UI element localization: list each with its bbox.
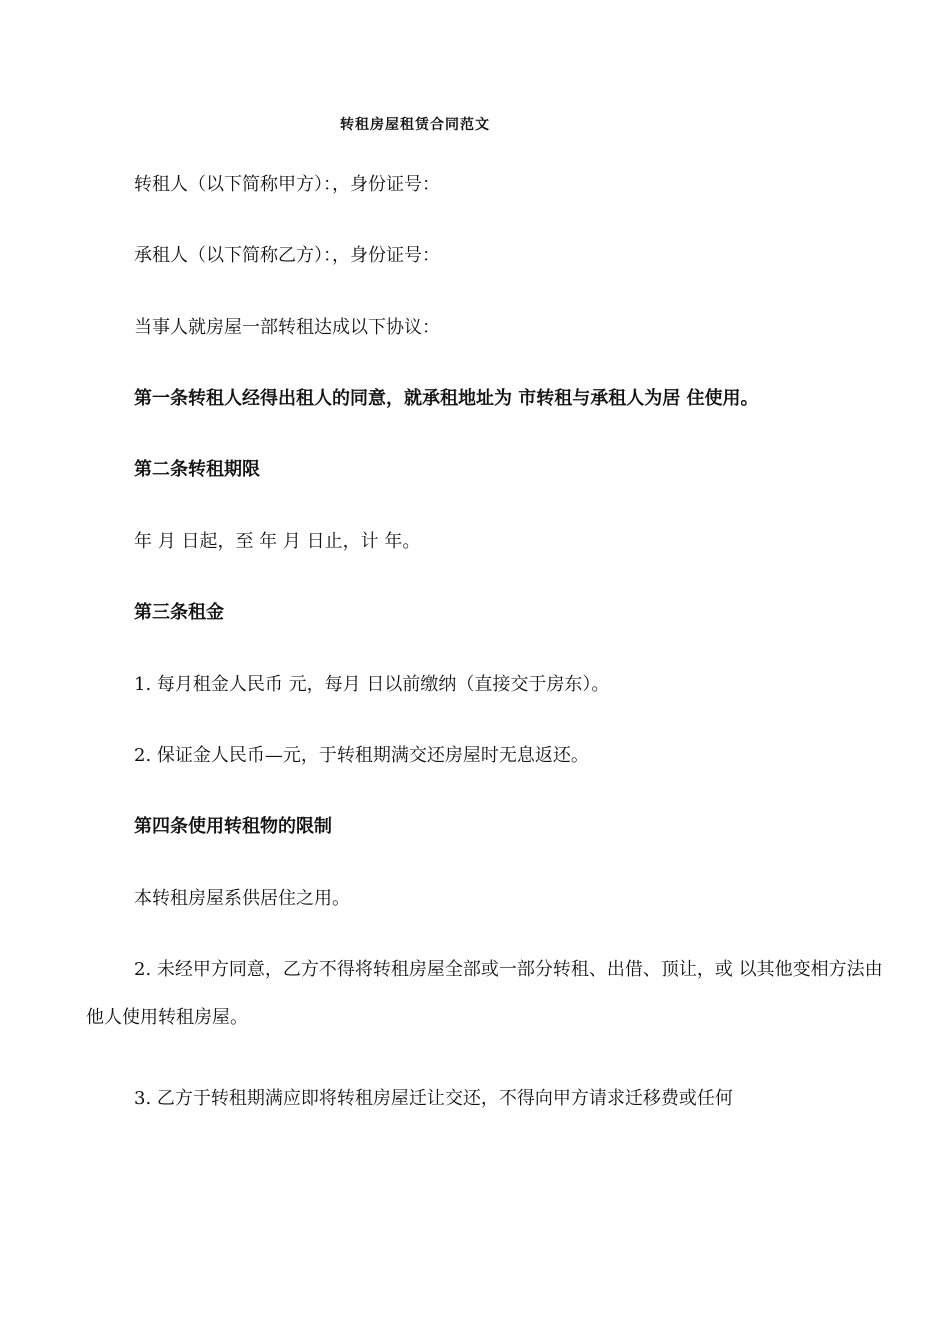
paragraph-sublessee: 承租人（以下简称乙方）：，身份证号： [134,245,440,266]
article-3-item-2: 2. 保证金人民币—元，于转租期满交还房屋时无息返还。 [134,745,589,766]
article-4-item-2: 2. 未经甲方同意，乙方不得将转租房屋全部或一部分转租、出借、顶让，或 以其他变相方法由他人使用转租房屋。 [86,959,883,1028]
document-title: 转租房屋租赁合同范文 [340,117,490,133]
article-3-item-1: 1. 每月租金人民币 元，每月 日以前缴纳（直接交于房东）。 [134,674,610,695]
paragraph-sublessor: 转租人（以下简称甲方）：，身份证号： [134,174,440,195]
article-2-heading: 第二条转租期限 [134,459,260,480]
paragraph-agreement-intro: 当事人就房屋一部转租达成以下协议： [134,317,440,338]
article-3-heading: 第三条租金 [134,602,224,623]
article-4-heading: 第四条使用转租物的限制 [134,816,332,837]
article-2-term: 年 月 日起，至 年 月 日止，计 年。 [134,531,421,552]
article-1: 第一条转租人经得出租人的同意，就承租地址为 市转租与承租人为居 住使用。 [134,388,759,409]
article-4-item-1: 本转租房屋系供居住之用。 [134,888,350,909]
article-4-item-3: 3. 乙方于转租期满应即将转租房屋迁让交还，不得向甲方请求迁移费或任何 [134,1088,733,1109]
